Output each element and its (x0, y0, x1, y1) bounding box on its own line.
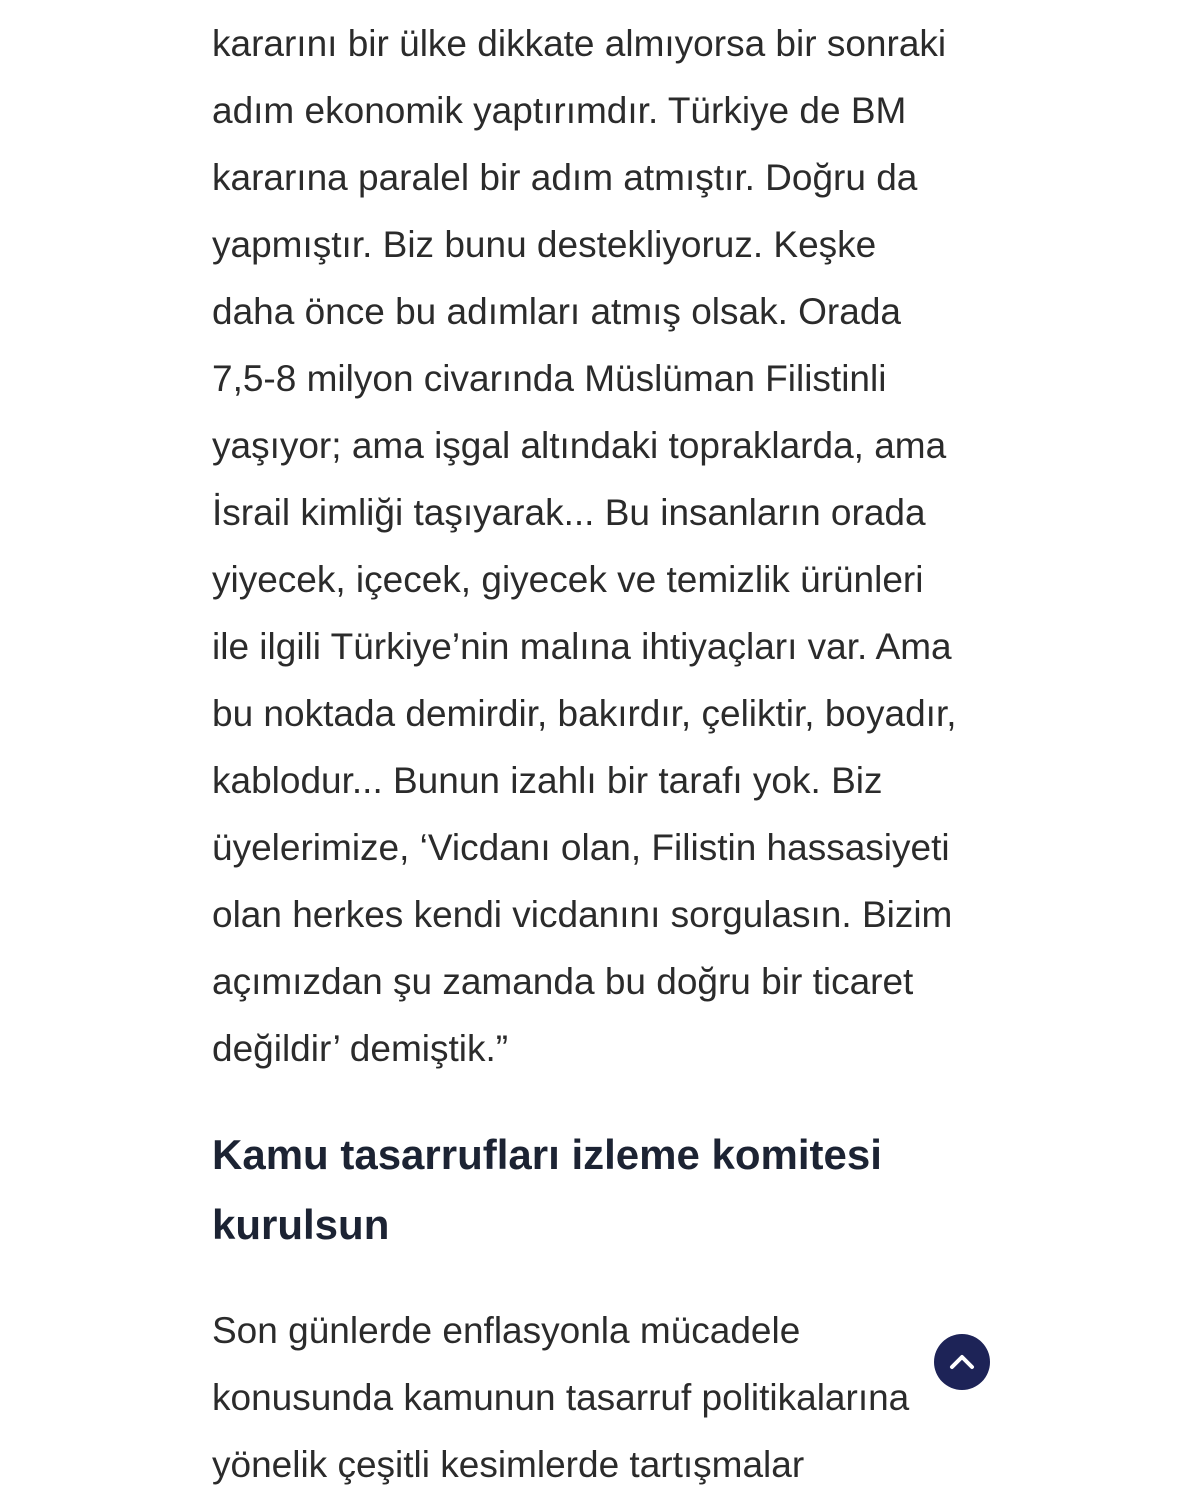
paragraph-line: bu noktada demirdir, bakırdır, çeliktir, boyadır, (212, 693, 957, 734)
paragraph-line: yönelik çeşitli kesimlerde tartışmalar (212, 1444, 805, 1485)
paragraph-line: yaşıyor; ama işgal altındaki topraklarda, ama (212, 425, 947, 466)
heading-line: kurulsun (212, 1201, 390, 1248)
paragraph-line: kararını bir ülke dikkate almıyorsa bir sonraki (212, 23, 947, 64)
scroll-to-top-button[interactable] (934, 1334, 990, 1390)
paragraph-line: Son günlerde enflasyonla mücadele (212, 1310, 801, 1351)
paragraph-line: 7,5-8 milyon civarında Müslüman Filistinli (212, 358, 887, 399)
paragraph-line: üyelerimize, ‘Vicdanı olan, Filistin hassasiyeti (212, 827, 950, 868)
paragraph-line: daha önce bu adımları atmış olsak. Orada (212, 291, 901, 332)
paragraph-line: adım ekonomik yaptırımdır. Türkiye de BM (212, 90, 907, 131)
paragraph-line: İsrail kimliği taşıyarak... Bu insanların orada (212, 492, 926, 533)
article-paragraph (212, 10, 992, 1082)
paragraph-line: açımızdan şu zamanda bu doğru bir ticaret (212, 961, 914, 1002)
paragraph-line: ile ilgili Türkiye’nin malına ihtiyaçları var. Ama (212, 626, 952, 667)
heading-line: Kamu tasarrufları izleme komitesi (212, 1131, 882, 1178)
paragraph-line: kablodur... Bunun izahlı bir tarafı yok. Biz (212, 760, 883, 801)
paragraph-line: kararına paralel bir adım atmıştır. Doğru da (212, 157, 918, 198)
paragraph-line: olan herkes kendi vicdanını sorgulasın. Bizim (212, 894, 953, 935)
paragraph-line: değildir’ demiştik.” (212, 1028, 509, 1069)
article-paragraph-2 (212, 1297, 992, 1498)
paragraph-line: yapmıştır. Biz bunu destekliyoruz. Keşke (212, 224, 877, 265)
section-heading (212, 1120, 992, 1260)
paragraph-line: konusunda kamunun tasarruf politikalarına (212, 1377, 910, 1418)
paragraph-line: yiyecek, içecek, giyecek ve temizlik ürünleri (212, 559, 924, 600)
chevron-up-icon (946, 1346, 978, 1378)
